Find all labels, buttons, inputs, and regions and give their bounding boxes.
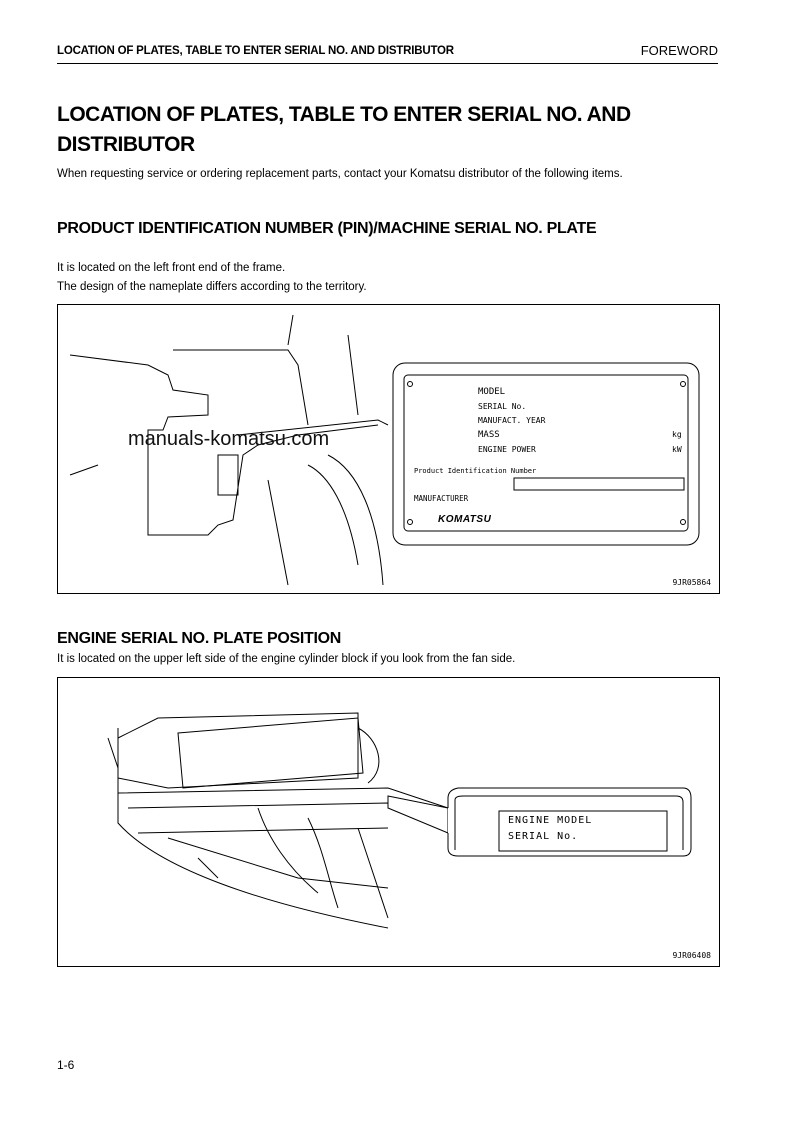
- engine-location-text: It is located on the upper left side of the engine cylinder block if you look from the fan side.: [57, 653, 516, 665]
- page-title: LOCATION OF PLATES, TABLE TO ENTER SERIAL NO. AND DISTRIBUTOR: [57, 103, 631, 156]
- figure-engine-serial-plate: [57, 677, 720, 967]
- intro-text: When requesting service or ordering replacement parts, contact your Komatsu distributor of the following items.: [57, 168, 623, 180]
- plate-power-label: ENGINE POWER: [478, 445, 536, 454]
- plate-pin-label: Product Identification Number: [414, 467, 537, 475]
- pin-design-text: The design of the nameplate differs according to the territory.: [57, 281, 367, 293]
- pin-location-text: It is located on the left front end of the frame.: [57, 262, 286, 274]
- figure-code: 9JR05864: [672, 578, 711, 587]
- section-heading-engine: ENGINE SERIAL NO. PLATE POSITION: [57, 630, 342, 647]
- plate-mass-label: MASS: [478, 430, 500, 440]
- running-header-title: LOCATION OF PLATES, TABLE TO ENTER SERIAL NO. AND DISTRIBUTOR: [57, 45, 454, 57]
- plate-manufacturer-label: MANUFACTURER: [414, 494, 469, 503]
- section-heading-pin: PRODUCT IDENTIFICATION NUMBER (PIN)/MACHINE SERIAL NO. PLATE: [57, 220, 597, 237]
- running-header-section: FOREWORD: [640, 43, 718, 58]
- plate-serial-label: SERIAL No.: [478, 402, 527, 411]
- engine-serial-label: SERIAL No.: [508, 831, 579, 842]
- plate-mass-unit: kg: [672, 430, 682, 439]
- plate-model-label: MODEL: [478, 387, 506, 397]
- engine-model-label: ENGINE MODEL: [508, 815, 593, 826]
- plate-year-label: MANUFACT. YEAR: [478, 416, 546, 425]
- figure-code: 9JR06408: [672, 951, 711, 960]
- plate-power-unit: kW: [672, 445, 682, 454]
- komatsu-logo: KOMATSU: [438, 514, 492, 525]
- engine-drawing: [58, 678, 719, 966]
- page-number: 1-6: [57, 1058, 75, 1072]
- watermark: manuals-komatsu.com: [128, 428, 330, 450]
- header-rule: [57, 63, 718, 64]
